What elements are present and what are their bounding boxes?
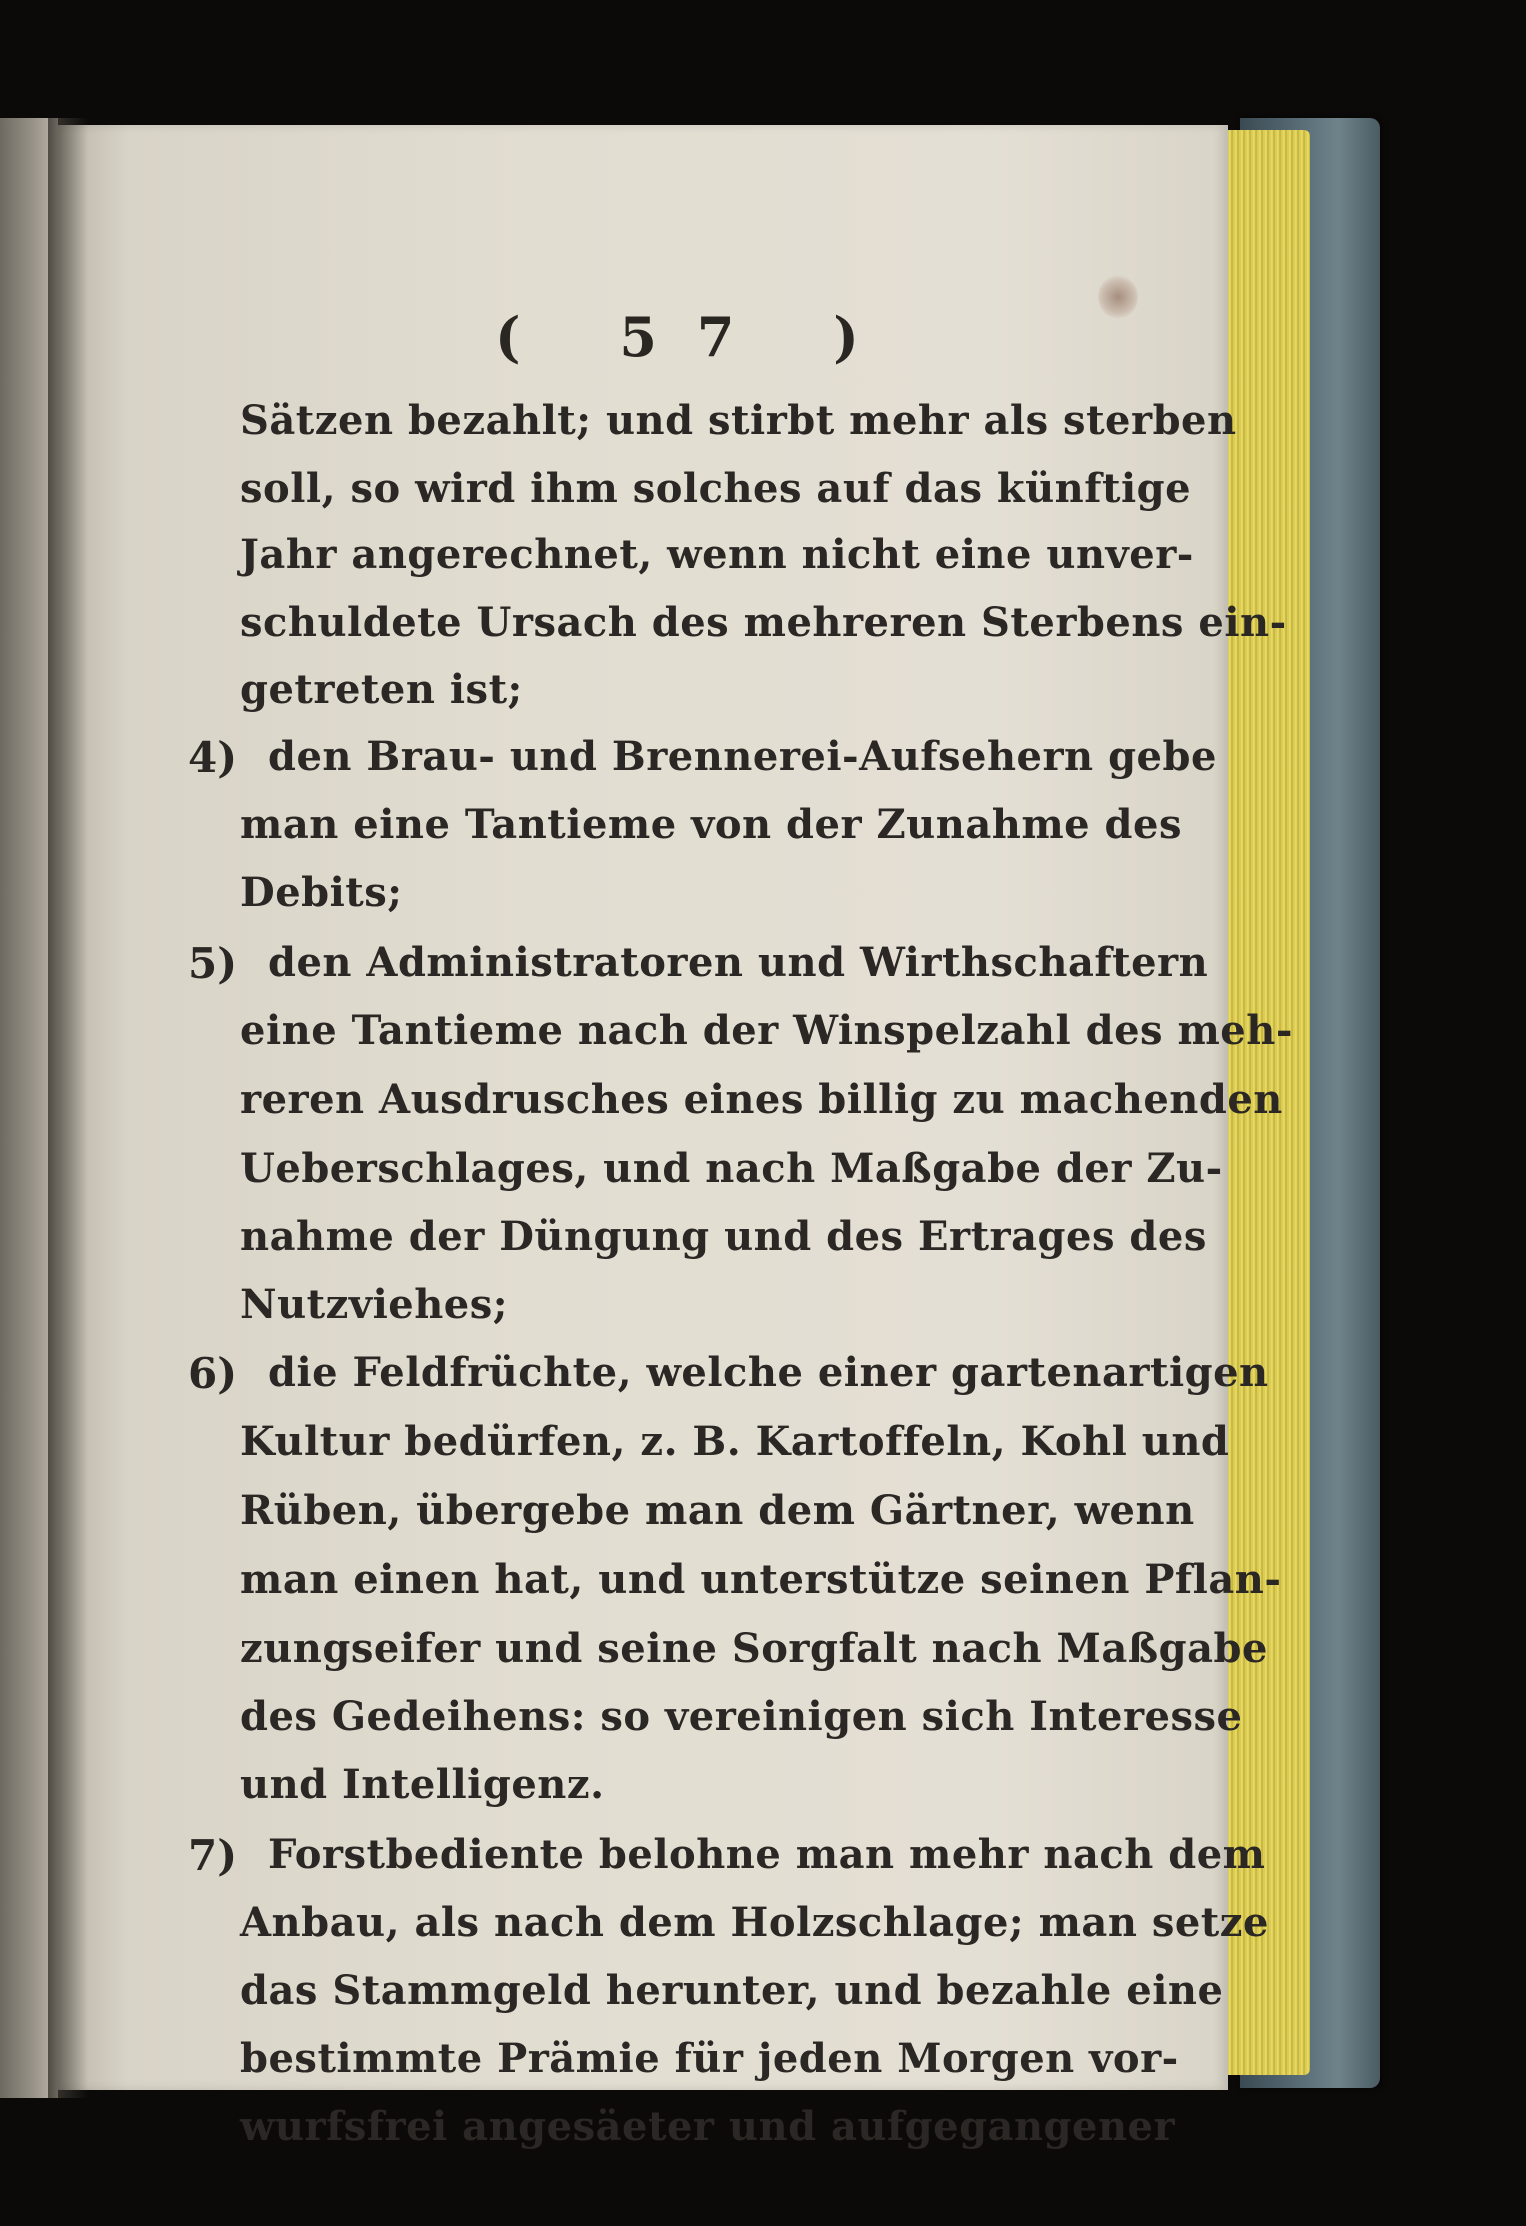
text-line: zungseifer und seine Sorgfalt nach Maßgabe — [240, 1625, 1268, 1672]
text-line: man eine Tantieme von der Zunahme des — [240, 801, 1182, 848]
page-text — [58, 125, 1293, 2150]
text-line: des Gedeihens: so vereinigen sich Interesse — [240, 1693, 1243, 1740]
text-line: Debits; — [240, 869, 403, 916]
text-line: den Administratoren und Wirthschaftern — [268, 939, 1209, 986]
text-line: reren Ausdrusches eines billig zu machenden — [240, 1076, 1283, 1123]
text-line: Anbau, als nach dem Holzschlage; man setze — [240, 1899, 1269, 1946]
text-line: soll, so wird ihm solches auf das künftige — [240, 465, 1192, 512]
text-line: eine Tantieme nach der Winspelzahl des meh- — [240, 1007, 1293, 1054]
text-line: den Brau- und Brennerei-Aufsehern gebe — [268, 733, 1217, 780]
text-line: Forstbediente belohne man mehr nach dem — [268, 1831, 1266, 1878]
text-line: nahme der Düngung und des Ertrages des — [240, 1213, 1207, 1260]
text-line: wurfsfrei angesäeter und aufgegangener — [240, 2103, 1176, 2150]
text-line: Kultur bedürfen, z. B. Kartoffeln, Kohl und — [240, 1418, 1230, 1465]
text-line: Jahr angerechnet, wenn nicht eine unver- — [240, 531, 1194, 578]
text-line: das Stammgeld herunter, und bezahle eine — [240, 1967, 1224, 2014]
text-line: bestimmte Prämie für jeden Morgen vor- — [240, 2035, 1179, 2082]
text-line: Nutzviehes; — [240, 1281, 509, 1328]
page-gutter-shadow — [48, 118, 88, 2098]
text-line: schuldete Ursach des mehreren Sterbens ein- — [240, 599, 1287, 646]
item-number: 5) — [188, 939, 238, 988]
book-page — [58, 125, 1293, 2150]
item-number: 4) — [188, 733, 238, 782]
page-number: ( 57 ) — [495, 305, 899, 369]
text-line: und Intelligenz. — [240, 1761, 605, 1808]
text-line: getreten ist; — [240, 666, 523, 713]
text-line: Ueberschlages, und nach Maßgabe der Zu- — [240, 1145, 1223, 1192]
item-number: 7) — [188, 1831, 238, 1880]
text-line: die Feldfrüchte, welche einer gartenartigen — [268, 1349, 1269, 1396]
text-line: Rüben, übergebe man dem Gärtner, wenn — [240, 1487, 1195, 1534]
text-line: Sätzen bezahlt; und stirbt mehr als sterben — [240, 397, 1237, 444]
text-line: man einen hat, und unterstütze seinen Pflan- — [240, 1556, 1282, 1603]
item-number: 6) — [188, 1349, 238, 1398]
